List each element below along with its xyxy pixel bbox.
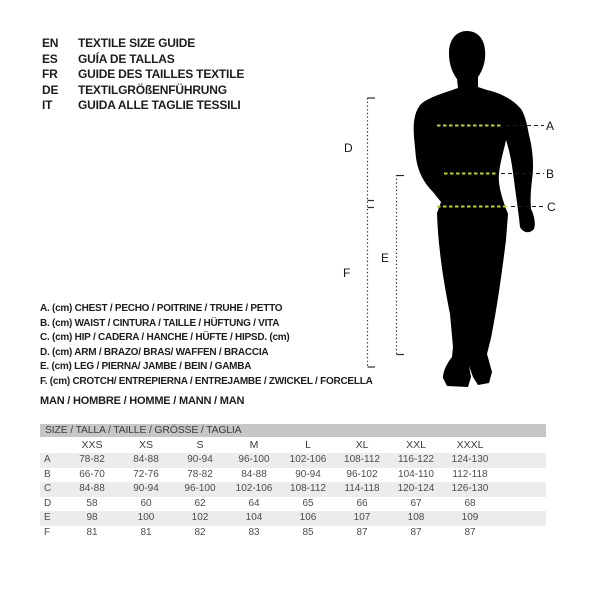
table-cell: 106 <box>299 512 317 523</box>
table-cell: 96-102 <box>346 468 378 480</box>
table-row <box>40 482 546 497</box>
table-cell: 65 <box>302 497 314 509</box>
table-cell: 84-88 <box>133 454 159 465</box>
table-cell: 96-100 <box>238 454 270 465</box>
table-cell: 64 <box>248 497 260 509</box>
measurement-legend <box>40 302 373 389</box>
table-cell: 87 <box>464 526 476 538</box>
table-cell: 107 <box>353 512 371 523</box>
table-cell: 108-112 <box>344 454 380 465</box>
row-spacer <box>497 511 546 526</box>
language-row <box>42 52 244 68</box>
table-cell: 90-94 <box>295 468 321 480</box>
language-code: IT <box>42 98 53 113</box>
row-label: E <box>44 512 51 523</box>
column-header: XS <box>138 439 153 451</box>
row-label: F <box>44 526 51 538</box>
marker-d-label: D <box>344 141 353 155</box>
man-silhouette <box>414 31 535 387</box>
table-cell: 116-122 <box>398 454 434 465</box>
table-cell: 108-112 <box>290 483 326 494</box>
column-header: XXL <box>406 439 426 451</box>
table-cell: 124-130 <box>451 454 489 465</box>
table-cell: 85 <box>302 526 314 538</box>
legend-item-hip: C. (cm) HIP / CADERA / HANCHE / HÜFTE / HIPSD. (cm) <box>40 332 290 343</box>
table-cell: 62 <box>194 497 206 509</box>
size-table <box>40 424 546 540</box>
leg-dimension-line <box>397 175 405 355</box>
table-row <box>40 468 546 483</box>
table-cell: 84-88 <box>241 468 267 480</box>
table-cell: 84-88 <box>79 483 105 494</box>
table-row <box>40 526 546 541</box>
table-cell: 100 <box>137 512 155 523</box>
table-cell: 114-118 <box>344 483 380 494</box>
table-cell: 98 <box>86 512 98 523</box>
table-cell: 112-118 <box>452 468 488 480</box>
legend-item-crotch: F. (cm) CROTCH/ ENTREPIERNA / ENTREJAMBE / ZWICKEL / FORCELLA <box>40 375 373 387</box>
table-cell: 66 <box>356 497 368 509</box>
table-row <box>40 511 546 526</box>
column-header: M <box>249 439 259 451</box>
size-table-title: SIZE / TALLA / TAILLE / GRÖSSE / TAGLIA <box>40 424 546 437</box>
column-header: L <box>305 439 311 451</box>
column-header: XL <box>355 439 369 451</box>
table-cell: 120-124 <box>397 483 435 494</box>
size-table-header-row <box>40 437 546 453</box>
row-label: C <box>44 483 52 494</box>
language-title-list <box>42 36 244 114</box>
table-cell: 102 <box>191 512 209 523</box>
language-code: FR <box>42 67 58 82</box>
marker-a-label: A <box>546 119 555 133</box>
row-spacer <box>497 453 546 468</box>
language-row <box>42 98 244 114</box>
table-cell: 109 <box>461 512 479 523</box>
guide-title: GUÍA DE TALLAS <box>78 51 175 66</box>
gender-heading: MAN / HOMBRE / HOMME / MANN / MAN <box>40 395 245 407</box>
legend-item-waist: B. (cm) WAIST / CINTURA / TAILLE / HÜFTUNG / VITA <box>40 317 280 329</box>
table-cell: 60 <box>140 497 152 509</box>
table-cell: 72-76 <box>133 468 159 480</box>
table-cell: 87 <box>356 526 368 538</box>
column-header: S <box>196 439 204 451</box>
marker-c-label: C <box>547 200 556 214</box>
row-spacer <box>497 526 546 541</box>
table-cell: 66-70 <box>79 468 105 480</box>
table-row <box>40 497 546 512</box>
marker-f-label: F <box>343 266 351 280</box>
legend-item-arm: D. (cm) ARM / BRAZO/ BRAS/ WAFFEN / BRACCIA <box>40 346 269 358</box>
table-cell: 78-82 <box>187 468 213 480</box>
language-code: EN <box>42 36 59 50</box>
row-label: D <box>44 497 52 509</box>
table-cell: 102-106 <box>289 454 327 465</box>
column-header: XXXL <box>456 439 484 451</box>
table-cell: 108 <box>407 512 425 523</box>
column-header: XXS <box>81 439 103 451</box>
table-cell: 58 <box>86 497 98 509</box>
table-cell: 104-110 <box>398 468 434 480</box>
table-cell: 104 <box>245 512 263 523</box>
guide-title: TEXTILGRÖßENFÜHRUNG <box>78 82 227 97</box>
table-cell: 102-106 <box>235 483 273 494</box>
row-spacer <box>497 497 546 512</box>
table-cell: 90-94 <box>133 483 159 494</box>
row-spacer <box>497 482 546 497</box>
table-row <box>40 453 546 468</box>
table-cell: 68 <box>464 497 476 509</box>
row-label: A <box>44 454 51 465</box>
guide-title: GUIDE DES TAILLES TEXTILE <box>78 67 245 82</box>
row-label: B <box>44 468 51 480</box>
legend-item-chest: A. (cm) CHEST / PECHO / POITRINE / TRUHE / PETTO <box>40 303 283 314</box>
language-row <box>42 36 244 52</box>
guide-title: GUIDA ALLE TAGLIE TESSILI <box>78 98 241 113</box>
table-cell: 82 <box>194 526 206 538</box>
language-code: DE <box>42 82 59 97</box>
header-spacer <box>497 437 546 453</box>
table-cell: 126-130 <box>451 483 489 494</box>
language-code: ES <box>42 51 58 66</box>
row-spacer <box>497 468 546 483</box>
table-cell: 81 <box>140 526 152 538</box>
table-cell: 90-94 <box>187 454 213 465</box>
marker-e-label: E <box>381 251 390 265</box>
guide-title: TEXTILE SIZE GUIDE <box>78 36 196 50</box>
table-cell: 87 <box>410 526 422 538</box>
language-row <box>42 83 244 99</box>
legend-item-leg: E. (cm) LEG / PIERNA/ JAMBE / BEIN / GAMBA <box>40 361 252 372</box>
table-cell: 96-100 <box>184 483 216 494</box>
table-cell: 78-82 <box>79 454 105 465</box>
table-cell: 83 <box>248 526 260 538</box>
language-row <box>42 67 244 83</box>
marker-b-label: B <box>546 167 555 181</box>
header-corner-cell <box>40 437 65 453</box>
table-cell: 67 <box>410 497 422 509</box>
table-cell: 81 <box>86 526 98 538</box>
